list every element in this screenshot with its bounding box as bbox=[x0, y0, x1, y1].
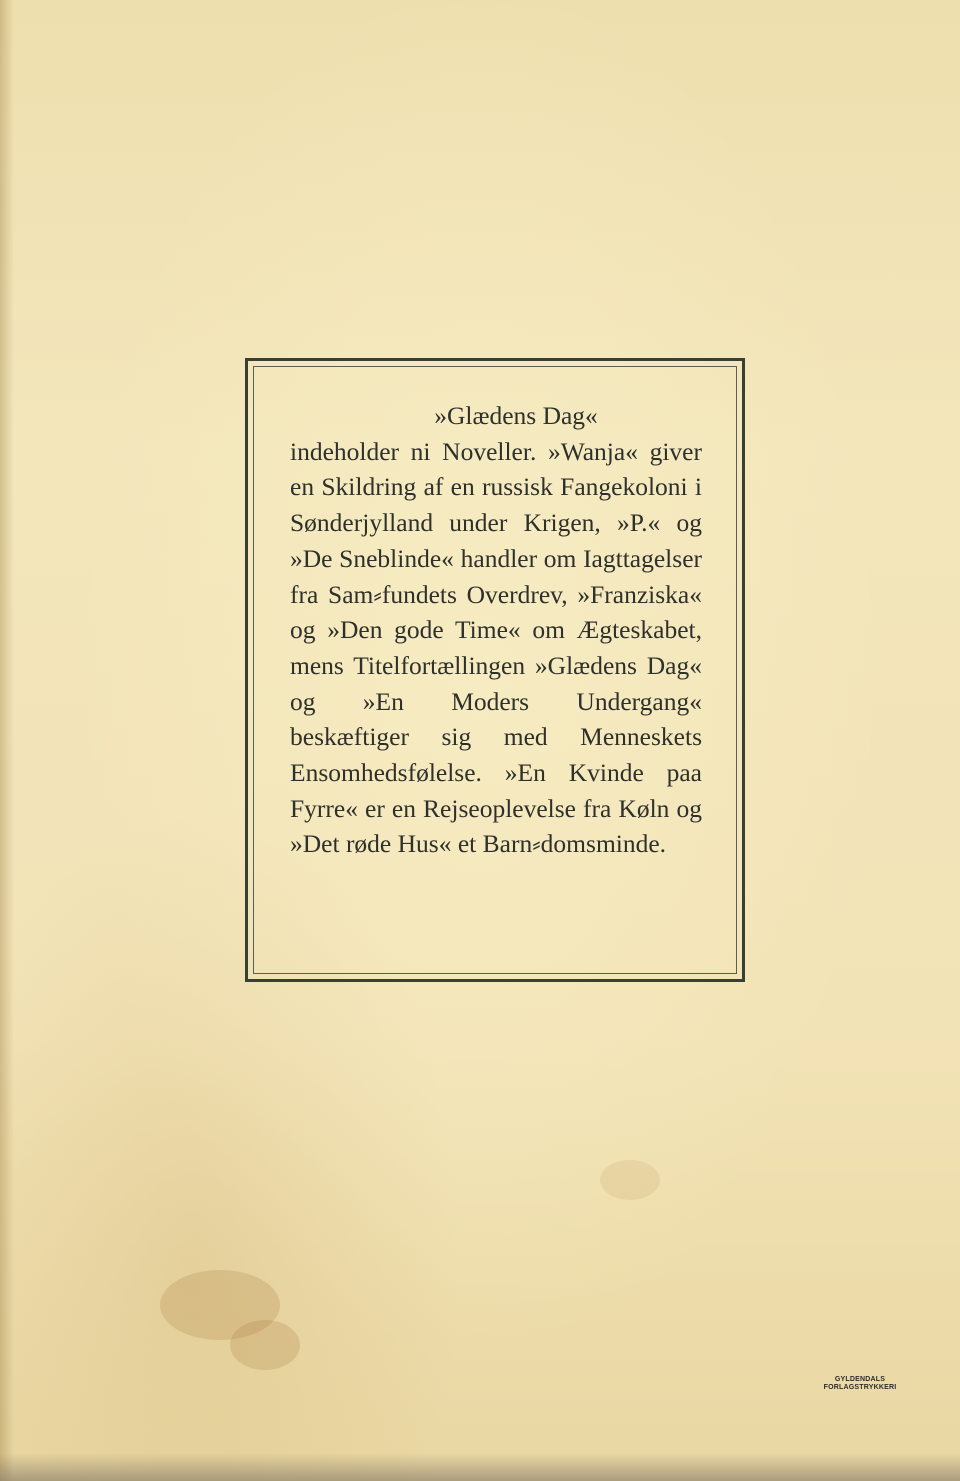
book-description bbox=[290, 398, 702, 862]
book-description-text: indeholder ni Noveller. »Wanja« giver en Skildring af en russisk Fangekoloni i Sønderjylland under Krigen, »P.« og »De Sneblinde« handler om Iagttagelser fra Sam⸗fundets Overdrev, »Franziska« og »Den gode Time« om Ægteskabet, mens Titelfortællingen »Glædens Dag« og »En Moders Undergang« beskæftiger sig med Menneskets Ensomhedsfølelse. »En Kvinde paa Fyrre« er en Rejseoplevelse fra Køln og »Det røde Hus« et Barn⸗domsminde. bbox=[290, 436, 702, 859]
worn-left-edge bbox=[0, 0, 14, 1481]
publisher-press: FORLAGSTRYKKERI bbox=[823, 1384, 897, 1391]
publisher-name: GYLDENDALS bbox=[834, 1376, 886, 1383]
age-stain bbox=[600, 1160, 660, 1200]
publisher-imprint bbox=[818, 1376, 902, 1392]
worn-bottom-edge bbox=[0, 1453, 960, 1481]
book-title: »Glædens Dag« bbox=[434, 401, 598, 430]
age-stain bbox=[230, 1320, 300, 1370]
